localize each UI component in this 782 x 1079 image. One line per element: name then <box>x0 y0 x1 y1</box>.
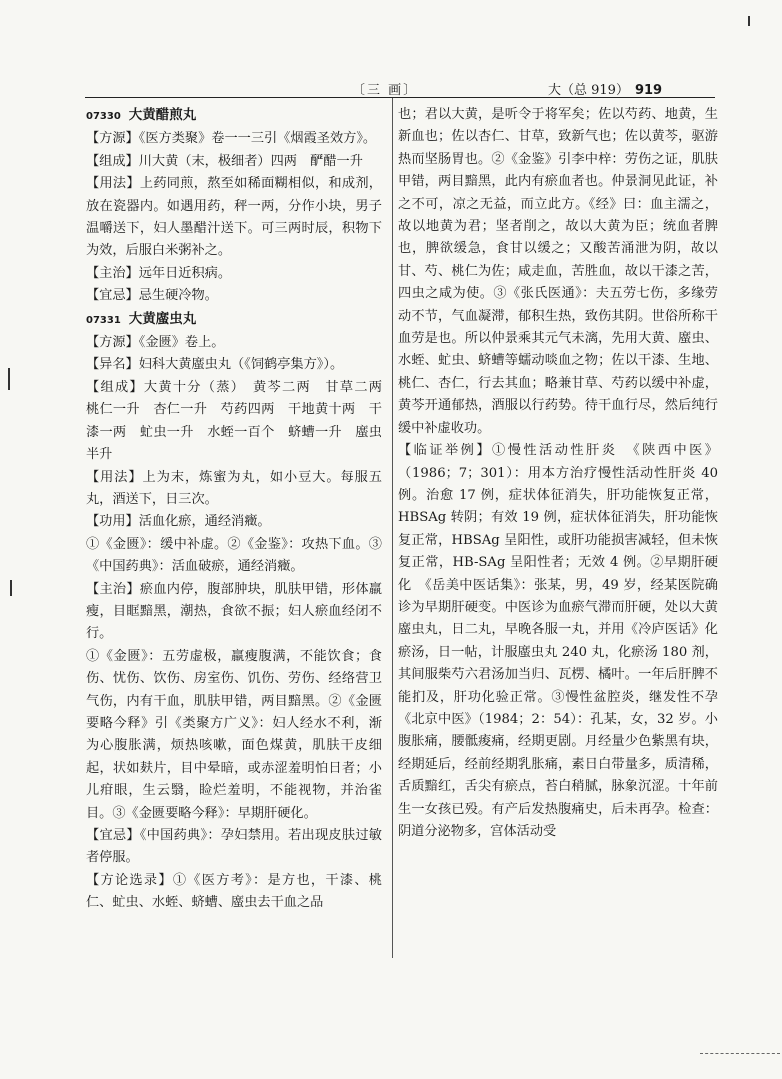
paragraph: ①《金匮》：五劳虚极，羸瘦腹满，不能饮食；食伤、忧伤、饮伤、房室伤、饥伤、劳伤、经络营卫气伤，内有干血，肌肤甲错，两目黯黑。②《金匮要略今释》引《类聚方广义》：妇人经水不利，渐为心腹胀满，烦热咳嗽，面色煤黄，肌肤干皮细起，状如麸片，目中晕暗，或赤涩羞明怕日者；小儿疳眼，生云翳，睑烂羞明，不能视物，并治雀目。③《金匮要略今释》：早期肝硬化。 <box>86 648 382 821</box>
entry-number: 07331 <box>86 314 121 326</box>
header-rule <box>85 97 715 98</box>
paragraph: 【用法】上为末，炼蜜为丸，如小豆大。每服五丸，酒送下，日三次。 <box>86 469 382 507</box>
paragraph: 【组成】川大黄（末，极细者）四两 酽醋一升 <box>86 153 363 169</box>
paragraph: 【方源】《金匮》卷上。 <box>86 335 225 351</box>
entry-heading <box>86 104 382 128</box>
paragraph: 【异名】妇科大黄䗪虫丸（《饲鹤亭集方》）。 <box>86 357 344 373</box>
paragraph: 【宜忌】《中国药典》：孕妇禁用。若出现皮肤过敏者停服。 <box>86 828 382 866</box>
paragraph: 【用法】上药同煎，熬至如稀面糊相似，和成剂，放在瓷器内。如遇用药，秤一两，分作小块，男子温嚼送下，妇人墨醋汁送下。可三两时辰，积物下为效，后服白米粥补之。 <box>86 176 382 259</box>
right-column <box>398 104 732 843</box>
entry-heading <box>86 308 382 332</box>
running-header <box>548 79 662 98</box>
paragraph: 【功用】活血化瘀，通经消癥。 <box>86 514 271 530</box>
column-divider <box>392 98 393 958</box>
paragraph: 也；君以大黄，是听令于将军矣；佐以芍药、地黄，生新血也；佐以杏仁、甘草，致新气也；佐以黄芩，驱游热而坚肠胃也。②《金鉴》引李中梓：劳伤之证，肌肤甲错，两目黯黑，此内有瘀血者也。仲景洞见此证，补之不可，凉之无益，而立此方。《经》曰：血主濡之，故以地黄为君；坚者削之，故以大黄为臣；统血者脾也，脾欲缓急，食甘以缓之；又酸苦涌泄为阴，故以甘、芍、桃仁为佐；咸走血，苦胜血，故以干漆之苦，四虫之咸为使。③《张氏医通》：夫五劳七伤，多缘劳动不节，气血凝滞，郁积生热，致伤其阴。世俗所称干血劳是也。所以仲景乘其元气未漓，先用大黄、䗪虫、水蛭、虻虫、蛴螬等蠕动啖血之物；佐以干漆、生地、桃仁、杏仁，行去其血；略兼甘草、芍药以缓中补虚，黄芩开通郁热，酒服以行药势。待干血行尽，然后纯行缓中补虚收功。 <box>398 107 718 436</box>
entry-title: 大黄䗪虫丸 <box>128 310 197 327</box>
paragraph: 【方源】《医方类聚》卷一一三引《烟霞圣效方》。 <box>86 131 377 147</box>
scan-mark <box>8 368 10 390</box>
paragraph: ①《金匮》：缓中补虚。②《金鉴》：攻热下血。③《中国药典》：活血破瘀，通经消癥。 <box>86 536 382 575</box>
paragraph: 【临证举例】①慢性活动性肝炎 《陕西中医》（1986；7；301）：用本方治疗慢性活动性肝炎 40 例。治愈 17 例，症状体征消失，肝功能恢复正常，HBSAg 转阴；有效 19 例，症状体征消失，肝功能恢复正常，HBSAg 呈阳性，或肝功能损害减轻，但未恢复正常，HB-SAg 呈阳性者；无效 4 例。②早期肝硬化 《岳美中医话集》：张某，男，49 岁，经某医院确诊为早期肝硬变。中医诊为血瘀气滞而肝硬，处以大黄䗪虫丸，日二丸，早晚各服一丸，并用《冷庐医话》化瘀汤，日一帖，计服䗪虫丸 240 丸，化瘀汤 180 剂，其间服柴芍六君汤加当归、瓦楞、橘叶。一年后肝脾不能扪及，肝功化验正常。③慢性盆腔炎，继发性不孕 《北京中医》（1984；2：54）：孔某，女，32 岁。小腹胀痛，腰骶痠痛，经期更剧。月经量少色紫黑有块，经期延后，经前经期乳胀痛，素日白带量多，质清稀，舌质黯红，舌尖有瘀点，苔白稍腻，脉象沉涩。十年前生一女孩已殁。有产后发热腹痛史，后未再孕。检查：阴道分泌物多，宫体活动受 <box>398 443 732 839</box>
entry-number: 07330 <box>86 111 121 122</box>
paragraph: 【主治】远年日近积病。 <box>86 265 232 281</box>
page-number: 919 <box>634 83 663 98</box>
section-header: 〔三 画〕 <box>352 83 419 98</box>
scan-mark <box>10 580 12 596</box>
paragraph: 【方论选录】①《医方考》：是方也，干漆、桃仁、虻虫、水蛭、蛴螬、䗪虫去干血之品 <box>86 872 382 911</box>
paragraph: 【主治】瘀血内停，腹部肿块，肌肤甲错，形体羸瘦，目眶黯黑，潮热，食欲不振；妇人瘀血经闭不行。 <box>86 581 382 642</box>
index-label: 大（总 919） <box>548 83 629 98</box>
left-column <box>86 104 396 915</box>
scan-mark <box>700 1053 780 1054</box>
scan-mark <box>748 16 750 26</box>
entry-title: 大黄醋煎丸 <box>128 107 197 123</box>
paragraph: 【宜忌】忌生硬冷物。 <box>86 288 218 304</box>
paragraph: 【组成】大黄十分（蒸） 黄芩二两 甘草二两 桃仁一升 杏仁一升 芍药四两 干地黄十两 干漆一两 虻虫一升 水蛭一百个 蛴螬一升 䗪虫半升 <box>86 379 396 463</box>
